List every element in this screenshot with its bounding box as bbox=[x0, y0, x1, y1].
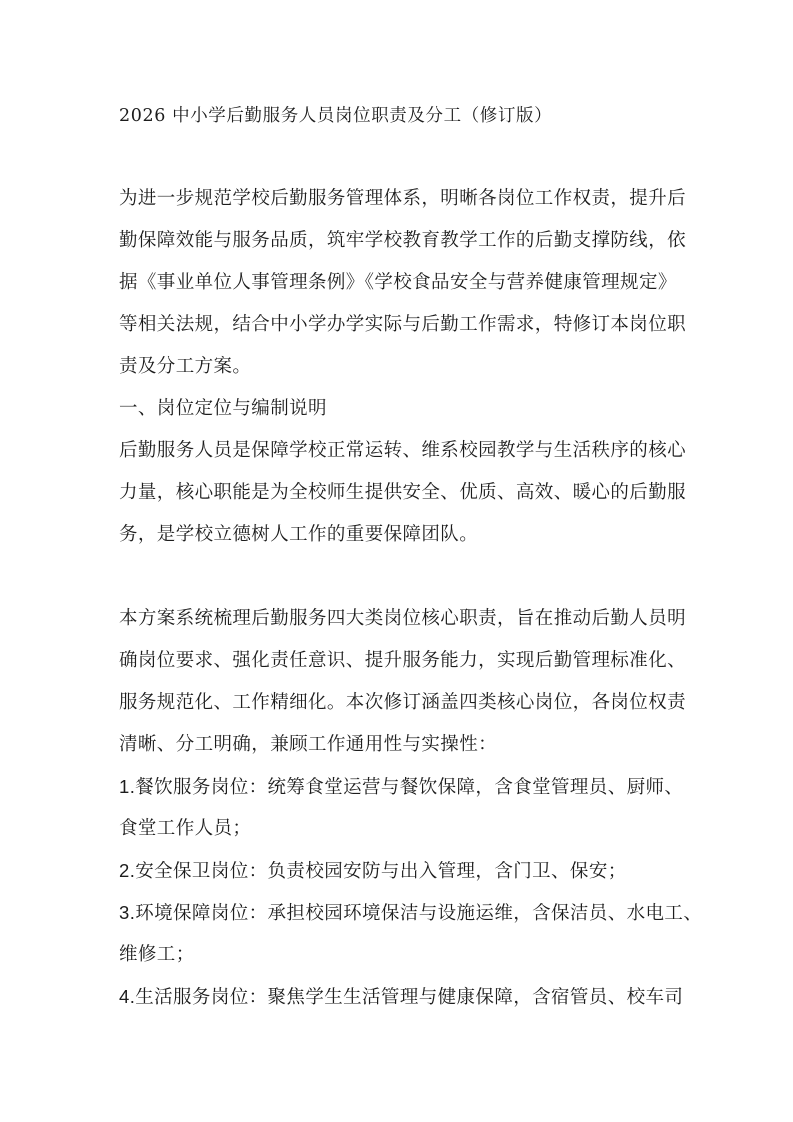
list-item-continuation: 维修工； bbox=[119, 944, 195, 965]
list-item-text: 餐饮服务岗位：统筹食堂运营与餐饮保障，含食堂管理员、厨师、 bbox=[135, 777, 684, 798]
list-item-text: 安全保卫岗位：负责校园安防与出入管理，含门卫、保安； bbox=[135, 861, 627, 882]
list-item-text: 生活服务岗位：聚焦学生生活管理与健康保障，含宿管员、校车司 bbox=[135, 987, 684, 1008]
paragraph-line: 服务规范化、工作精细化。本次修订涵盖四类核心岗位，各岗位权责 bbox=[119, 692, 687, 713]
list-item bbox=[119, 775, 683, 800]
list-item-number: 1. bbox=[119, 776, 136, 797]
list-item-number: 4. bbox=[119, 986, 136, 1007]
section-heading: 一、岗位定位与编制说明 bbox=[119, 398, 327, 419]
paragraph-line: 责及分工方案。 bbox=[119, 356, 252, 377]
paragraph-line: 据《事业单位人事管理条例》《学校食品安全与营养健康管理规定》 bbox=[119, 272, 677, 293]
list-item-number: 3. bbox=[119, 902, 136, 923]
paragraph-line: 确岗位要求、强化责任意识、提升服务能力，实现后勤管理标准化、 bbox=[119, 650, 687, 671]
paragraph-line: 清晰、分工明确，兼顾工作通用性与实操性： bbox=[119, 734, 498, 755]
paragraph-line: 为进一步规范学校后勤服务管理体系，明晰各岗位工作权责，提升后 bbox=[119, 188, 687, 209]
list-item bbox=[119, 901, 702, 926]
paragraph-line: 后勤服务人员是保障学校正常运转、维系校园教学与生活秩序的核心 bbox=[119, 440, 687, 461]
paragraph-line: 力量，核心职能是为全校师生提供安全、优质、高效、暖心的后勤服 bbox=[119, 482, 687, 503]
paragraph-line: 本方案系统梳理后勤服务四大类岗位核心职责，旨在推动后勤人员明 bbox=[119, 608, 687, 629]
list-item bbox=[119, 985, 683, 1010]
paragraph-line: 务，是学校立德树人工作的重要保障团队。 bbox=[119, 524, 479, 545]
list-item-text: 环境保障岗位：承担校园环境保洁与设施运维，含保洁员、水电工、 bbox=[135, 903, 703, 924]
list-item-continuation: 食堂工作人员； bbox=[119, 818, 252, 839]
list-item bbox=[119, 859, 627, 884]
paragraph-line: 勤保障效能与服务品质，筑牢学校教育教学工作的后勤支撑防线，依 bbox=[119, 230, 687, 251]
list-item-number: 2. bbox=[119, 860, 136, 881]
paragraph-line: 等相关法规，结合中小学办学实际与后勤工作需求，特修订本岗位职 bbox=[119, 314, 687, 335]
document-title: 2026 中小学后勤服务人员岗位职责及分工（修订版） bbox=[119, 106, 553, 126]
